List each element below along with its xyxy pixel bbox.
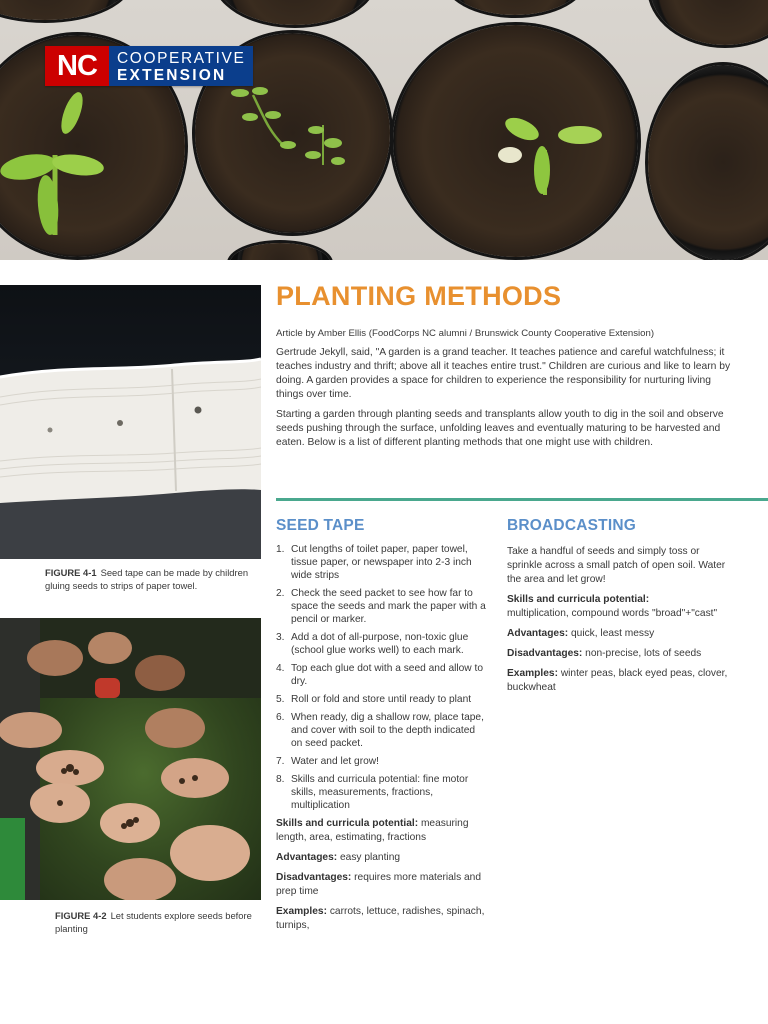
step-number: 5.: [276, 694, 285, 705]
kv-label: Disadvantages:: [507, 648, 583, 659]
list-item: [276, 543, 486, 582]
list-item: [276, 773, 486, 812]
step-number: 7.: [276, 756, 285, 767]
seedling-icon: [0, 85, 110, 245]
list-item: [276, 711, 486, 750]
list-item: [276, 755, 486, 768]
step-number: 6.: [276, 712, 285, 723]
kv-label: Disadvantages:: [276, 872, 352, 883]
article-byline: Article by Amber Ellis (FoodCorps NC alumni / Brunswick County Cooperative Extension): [276, 328, 655, 339]
logo-line-2: EXTENSION: [117, 67, 227, 84]
section-divider: [276, 498, 768, 501]
seed-tape-skills: [276, 817, 486, 845]
list-item: [276, 662, 486, 688]
seed-tape-advantages: [276, 851, 486, 865]
kv-value: requires more materials and prep time: [276, 872, 481, 897]
kv-value: measuring length, area, estimating, fractions: [276, 818, 469, 843]
kv-value: winter peas, black eyed peas, clover, buckwheat: [507, 668, 728, 693]
step-text: Roll or fold and store until ready to plant: [291, 694, 472, 705]
seed-tape-disadvantages: [276, 871, 486, 899]
kv-value: quick, least messy: [570, 628, 655, 639]
step-number: 2.: [276, 588, 285, 599]
step-number: 1.: [276, 544, 285, 555]
kv-label: Skills and curricula potential:: [276, 818, 419, 829]
kv-label: Examples:: [507, 668, 558, 679]
broadcasting-intro: Take a handful of seeds and simply toss or sprinkle across a small patch of open soil. Water the area and let grow!: [507, 546, 726, 585]
section-heading-broadcasting: BROADCASTING: [507, 517, 636, 534]
broadcasting-disadvantages: [507, 647, 732, 661]
seed-tape-illustration: [0, 285, 261, 559]
broadcasting-advantages: [507, 627, 732, 641]
figure-4-2-caption: [55, 909, 265, 935]
step-number: 3.: [276, 632, 285, 643]
step-text: Cut lengths of toilet paper, paper towel, tissue paper, or newspaper into 2-3 inch wide strips: [291, 544, 472, 581]
figure-label: FIGURE 4-2: [55, 910, 107, 921]
seedling-icon: [490, 115, 610, 200]
logo-nc-mark: NC: [45, 46, 109, 86]
intro-paragraph: Starting a garden through planting seeds and transplants allow youth to dig in the soil and observe seeds pushing through the surface, unfolding leaves and eventually maturing to be harvested and eaten. Below is a list of different planting methods that one might use with children.: [276, 409, 724, 448]
list-item: [276, 693, 486, 706]
broadcasting-section: [507, 545, 732, 701]
broadcasting-examples: [507, 667, 732, 695]
kv-label: Advantages:: [507, 628, 569, 639]
figure-caption-text: Seed tape can be made by children gluing seeds to strips of paper towel.: [45, 567, 249, 591]
kv-value: carrots, lettuce, radishes, spinach, turnips,: [276, 906, 485, 931]
kv-label: Advantages:: [276, 852, 338, 863]
step-number: 4.: [276, 663, 285, 674]
logo-wordmark: [109, 46, 253, 86]
step-text: Top each glue dot with a seed and allow to dry.: [291, 663, 483, 687]
page-title: PLANTING METHODS: [276, 281, 562, 311]
intro-paragraph: Gertrude Jekyll, said, "A garden is a grand teacher. It teaches patience and careful watchfulness; it teaches industry and thrift; above all it teaches entire trust." Children are curious and like to learn by doing. A garden provides a space for children to experience the responsibility for nurturing living things over time.: [276, 347, 731, 400]
step-text: When ready, dig a shallow row, place tape, and cover with soil to the depth indicated on seed packet.: [291, 712, 484, 749]
figure-4-1-caption: [45, 566, 260, 592]
list-item: [276, 587, 486, 626]
seedling-icon: [228, 85, 358, 175]
hero-photo: [0, 0, 768, 260]
seed-tape-section: [276, 543, 486, 939]
kv-label: Examples:: [276, 906, 327, 917]
kv-value: multiplication, compound words "broad"+"cast": [507, 608, 718, 619]
hands-with-seeds-illustration: [0, 618, 261, 900]
seed-tape-examples: [276, 905, 486, 933]
section-heading-seed-tape: SEED TAPE: [276, 517, 365, 534]
step-number: 8.: [276, 774, 285, 785]
step-text: Skills and curricula potential: fine motor skills, measurements, fractions, multiplication: [291, 774, 469, 811]
seed-tape-steps: [276, 543, 486, 812]
article-intro: [276, 346, 734, 456]
step-text: Water and let grow!: [291, 756, 379, 767]
kv-value: non-precise, lots of seeds: [585, 648, 702, 659]
step-text: Check the seed packet to see how far to space the seeds and mark the paper with a pencil or marker.: [291, 588, 486, 625]
broadcasting-skills: [507, 593, 732, 621]
kv-value: easy planting: [339, 852, 401, 863]
nc-cooperative-extension-logo: [45, 46, 253, 86]
figure-4-1-photo: [0, 285, 261, 559]
figure-label: FIGURE 4-1: [45, 567, 97, 578]
step-text: Add a dot of all-purpose, non-toxic glue (school glue works well) to each mark.: [291, 632, 469, 656]
logo-line-1: COOPERATIVE: [117, 50, 246, 67]
list-item: [276, 631, 486, 657]
figure-caption-text: Let students explore seeds before planting: [55, 910, 252, 934]
figure-4-2-photo: [0, 618, 261, 900]
kv-label: Skills and curricula potential:: [507, 594, 650, 605]
